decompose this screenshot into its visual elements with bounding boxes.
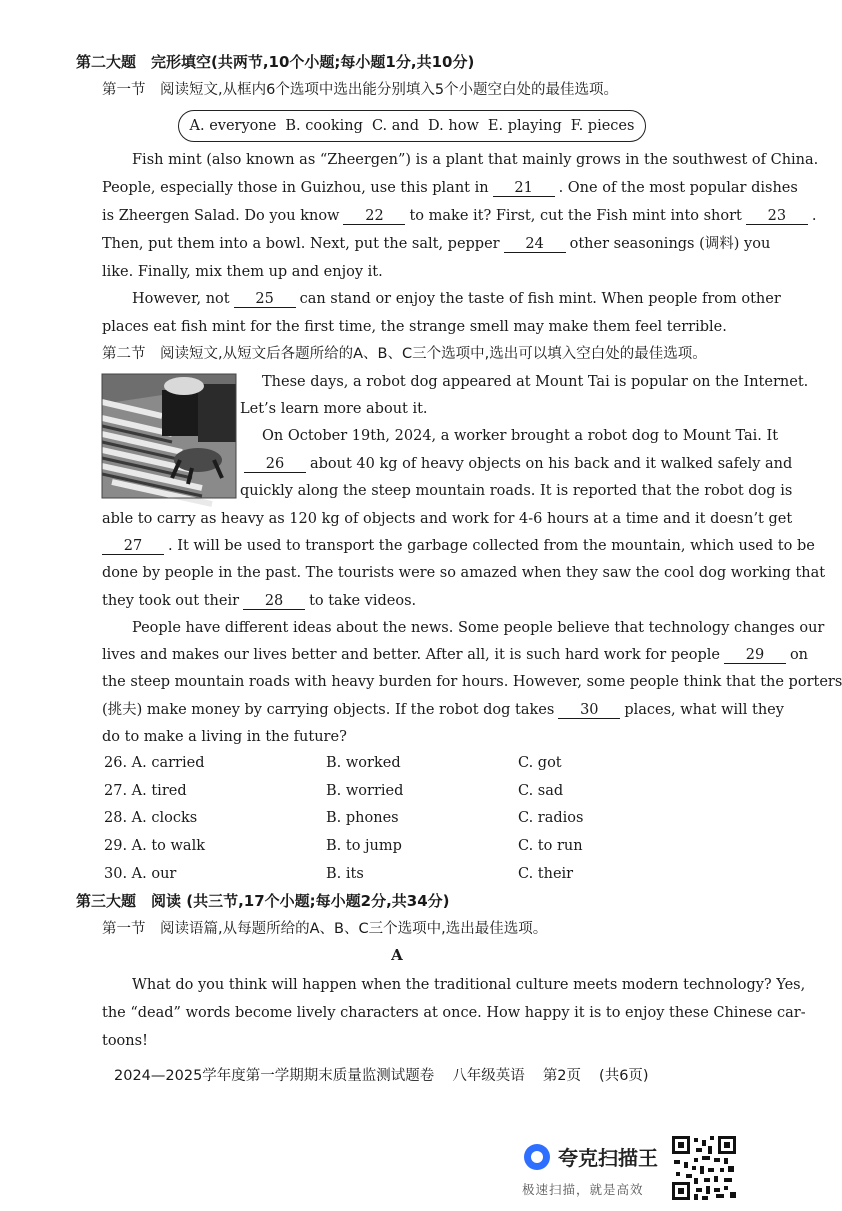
blank-29: 29 <box>724 647 786 664</box>
section3-part1-title: 第一节 阅读语篇,从每题所给的A、B、C三个选项中,选出最佳选项。 <box>102 921 548 937</box>
option-c: C. and <box>371 118 419 134</box>
footer-total-pages: (共6页) <box>599 1068 649 1084</box>
q30-option-b: B. its <box>326 866 364 882</box>
passage3-line1: These days, a robot dog appeared at Mount Tai is popular on the Internet. <box>262 374 809 390</box>
blank-30: 30 <box>558 702 620 719</box>
q26-option-c: C. got <box>518 755 562 771</box>
blank-22: 22 <box>343 208 405 225</box>
q28-option-c: C. radios <box>518 810 584 826</box>
blank-25: 25 <box>234 291 296 308</box>
passage3-line7: 27 . It will be used to transport the garbage collected from the mountain, which used to be <box>102 536 815 556</box>
blank-27: 27 <box>102 538 164 555</box>
passage4-line1: People have different ideas about the news. Some people believe that technology changes our <box>132 620 825 636</box>
footer-exam-title: 2024—2025学年度第一学期期末质量监测试题卷 <box>114 1068 435 1084</box>
section2-heading: 第二大题 完形填空(共两节,10个小题;每小题1分,共10分) <box>76 53 475 71</box>
q29-option-a: 29. A. to walk <box>104 838 206 854</box>
q26-option-a: 26. A. carried <box>104 755 205 771</box>
q29-option-b: B. to jump <box>326 838 402 854</box>
qr-code-icon <box>672 1136 736 1200</box>
brand-tagline: 极速扫描，就是高效 <box>522 1182 644 1197</box>
passage4-line2: lives and makes our lives better and better. After all, it is such hard work for people 29 on <box>102 647 809 663</box>
passage-a-line3: toons! <box>102 1033 148 1049</box>
passage3-line8: done by people in the past. The tourists were so amazed when they saw the cool dog working that <box>102 565 826 581</box>
options-box <box>178 110 646 142</box>
passage1-line2: People, especially those in Guizhou, use this plant in 21 . One of the most popular dishes <box>102 180 798 196</box>
blank-28: 28 <box>243 593 305 610</box>
passage1-line3: is Zheergen Salad. Do you know 22 to make it? First, cut the Fish mint into short 23 . <box>102 208 817 224</box>
option-e: E. playing <box>487 118 562 134</box>
passage2-line2: places eat fish mint for the first time, the strange smell may make them feel terrible. <box>102 319 727 335</box>
robot-dog-photo <box>102 374 236 498</box>
q27-option-a: 27. A. tired <box>104 783 187 799</box>
passage-a-line2: the “dead” words become lively characters at once. How happy it is to enjoy these Chinese car- <box>102 1005 806 1021</box>
q29-option-c: C. to run <box>518 838 583 854</box>
blank-23: 23 <box>746 208 808 225</box>
q30-option-a: 30. A. our <box>104 866 177 882</box>
brand-name: 夸克扫描王 <box>558 1146 658 1170</box>
section2-part1-title: 第一节 阅读短文,从框内6个选项中选出能分别填入5个小题空白处的最佳选项。 <box>102 82 619 98</box>
q27-option-b: B. worried <box>326 783 404 799</box>
passage3-line4: 26 about 40 kg of heavy objects on his back and it walked safely and <box>240 454 792 474</box>
scanner-watermark <box>520 1140 670 1200</box>
passage4-line3: the steep mountain roads with heavy burden for hours. However, some people think that the porters <box>102 674 842 690</box>
section2-part2-title: 第二节 阅读短文,从短文后各题所给的A、B、C三个选项中,选出可以填入空白处的最佳选项。 <box>102 346 707 362</box>
footer-page-number: 第2页 <box>542 1068 582 1084</box>
passage-a-label: A <box>391 946 403 964</box>
option-a: A. everyone <box>189 118 277 134</box>
q28-option-b: B. phones <box>326 810 399 826</box>
section3-heading: 第三大题 阅读 (共三节,17个小题;每小题2分,共34分) <box>76 892 450 910</box>
option-b: B. cooking <box>285 118 363 134</box>
passage3-line3: On October 19th, 2024, a worker brought a robot dog to Mount Tai. It <box>262 428 779 444</box>
blank-21: 21 <box>493 180 555 197</box>
passage-a-line1: What do you think will happen when the traditional culture meets modern technology? Yes, <box>132 977 806 993</box>
q30-option-c: C. their <box>518 866 574 882</box>
passage4-line5: do to make a living in the future? <box>102 729 347 745</box>
passage3-line2: Let’s learn more about it. <box>240 401 428 417</box>
q28-option-a: 28. A. clocks <box>104 810 198 826</box>
passage3-line6: able to carry as heavy as 120 kg of objects and work for 4-6 hours at a time and it doesn’t get <box>102 511 793 527</box>
blank-26: 26 <box>244 456 306 473</box>
q27-option-c: C. sad <box>518 783 564 799</box>
quark-logo-icon <box>524 1144 550 1170</box>
option-d: D. how <box>428 118 479 134</box>
passage4-line4: (挑夫) make money by carrying objects. If the robot dog takes 30 places, what will they <box>102 702 784 718</box>
passage1-line4: Then, put them into a bowl. Next, put the salt, pepper 24 other seasonings (调料) you <box>102 236 771 252</box>
option-f: F. pieces <box>570 118 635 134</box>
blank-24: 24 <box>504 236 566 253</box>
passage3-line9: they took out their 28 to take videos. <box>102 593 417 609</box>
robot-dog-image <box>102 374 236 498</box>
passage2-line1: However, not 25 can stand or enjoy the taste of fish mint. When people from other <box>132 291 781 307</box>
passage3-line5: quickly along the steep mountain roads. It is reported that the robot dog is <box>240 483 793 499</box>
footer-subject: 八年级英语 <box>452 1068 525 1084</box>
page-footer <box>114 1064 667 1085</box>
q26-option-b: B. worked <box>326 755 401 771</box>
passage1-line1: Fish mint (also known as “Zheergen”) is a plant that mainly grows in the southwest of China. <box>132 152 819 168</box>
passage1-line5: like. Finally, mix them up and enjoy it. <box>102 264 383 280</box>
